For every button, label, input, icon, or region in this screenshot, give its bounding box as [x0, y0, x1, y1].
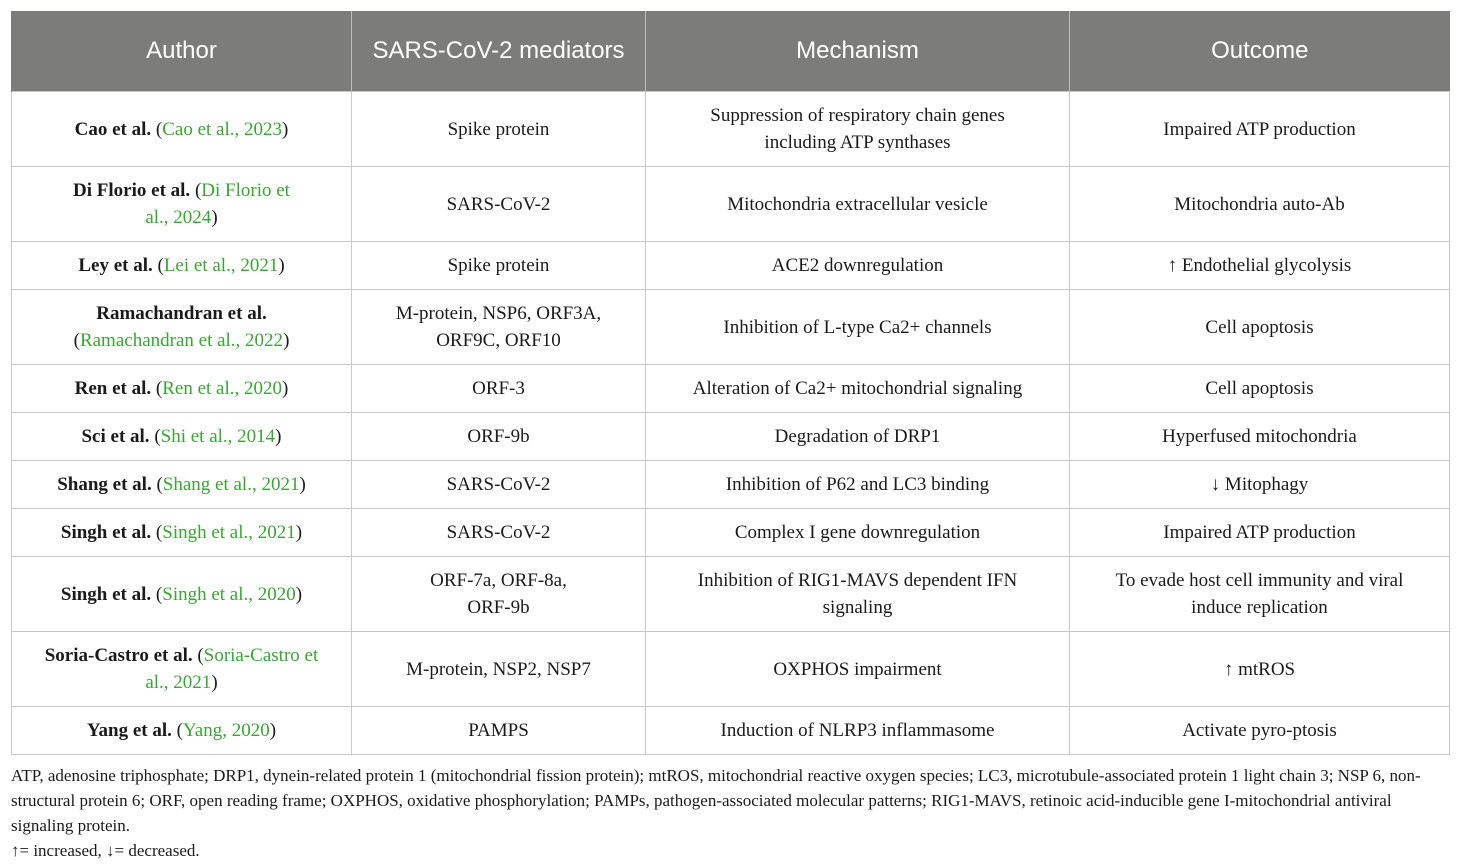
mechanism-cell: Degradation of DRP1 [646, 413, 1070, 461]
mechanism-cell: ACE2 downregulation [646, 242, 1070, 290]
table-container [11, 11, 1449, 755]
table-row [12, 509, 1450, 557]
mechanism-cell: Alteration of Ca2+ mitochondrial signaling [646, 365, 1070, 413]
mediators-cell: M-protein, NSP6, ORF3A, ORF9C, ORF10 [352, 290, 646, 365]
reference-link[interactable]: Ren et al., 2020 [162, 378, 283, 399]
author-cell: Ramachandran et al. (Ramachandran et al., 2022) [12, 290, 352, 365]
mediators-cell: Spike protein [352, 92, 646, 167]
mechanism-cell: Inhibition of P62 and LC3 binding [646, 461, 1070, 509]
outcome-cell: ↑ Endothelial glycolysis [1070, 242, 1450, 290]
mitochondria-mechanisms-table [11, 11, 1450, 755]
outcome-cell: ↓ Mitophagy [1070, 461, 1450, 509]
author-cell: Shang et al. (Shang et al., 2021) [12, 461, 352, 509]
author-cell: Ley et al. (Lei et al., 2021) [12, 242, 352, 290]
table-row [12, 707, 1450, 755]
table-row [12, 557, 1450, 632]
reference-link[interactable]: Yang, 2020 [182, 720, 270, 741]
reference-link[interactable]: Lei et al., 2021 [163, 255, 279, 276]
table-row [12, 632, 1450, 707]
author-cell: Singh et al. (Singh et al., 2020) [12, 557, 352, 632]
mechanism-cell: Inhibition of RIG1-MAVS dependent IFN signaling [646, 557, 1070, 632]
mediators-cell: M-protein, NSP2, NSP7 [352, 632, 646, 707]
author-cell: Cao et al. (Cao et al., 2023) [12, 92, 352, 167]
author-cell: Di Florio et al. (Di Florio et al., 2024) [12, 167, 352, 242]
outcome-cell: Impaired ATP production [1070, 509, 1450, 557]
outcome-cell: Impaired ATP production [1070, 92, 1450, 167]
mediators-cell: ORF-7a, ORF-8a, ORF-9b [352, 557, 646, 632]
reference-link[interactable]: Shang et al., 2021 [162, 474, 300, 495]
outcome-cell: To evade host cell immunity and viral induce replication [1070, 557, 1450, 632]
reference-link[interactable]: Singh et al., 2021 [162, 522, 296, 543]
author-cell: Yang et al. (Yang, 2020) [12, 707, 352, 755]
mediators-cell: SARS-CoV-2 [352, 461, 646, 509]
reference-link[interactable]: Soria-Castro et al., 2021 [145, 645, 319, 693]
mediators-cell: SARS-CoV-2 [352, 167, 646, 242]
mediators-cell: ORF-3 [352, 365, 646, 413]
author-cell: Singh et al. (Singh et al., 2021) [12, 509, 352, 557]
mechanism-cell: Mitochondria extracellular vesicle [646, 167, 1070, 242]
table-row [12, 242, 1450, 290]
outcome-cell: ↑ mtROS [1070, 632, 1450, 707]
header-outcome: Outcome [1070, 11, 1450, 92]
table-row [12, 365, 1450, 413]
table-row [12, 92, 1450, 167]
table-row [12, 461, 1450, 509]
mediators-cell: SARS-CoV-2 [352, 509, 646, 557]
mediators-cell: PAMPS [352, 707, 646, 755]
table-header-row [12, 11, 1450, 92]
abbreviations-note: ATP, adenosine triphosphate; DRP1, dynein-related protein 1 (mitochondrial fission protein); mtROS, mitochondrial reactive oxygen species; LC3, microtubule-associated protein 1 light chain 3; NSP 6, non-structural protein 6; ORF, open reading frame; OXPHOS, oxidative phosphorylation; PAMPs, pathogen-associated molecular patterns; RIG1-MAVS, retinoic acid-inducible gene I-mitochondrial antiviral signaling protein. [11, 766, 1421, 835]
reference-link[interactable]: Di Florio et al., 2024 [145, 180, 290, 228]
mechanism-cell: Complex I gene downregulation [646, 509, 1070, 557]
reference-link[interactable]: Cao et al., 2023 [162, 118, 283, 140]
mediators-cell: Spike protein [352, 242, 646, 290]
table-row [12, 413, 1450, 461]
table-footnote [11, 763, 1451, 863]
header-mediators: SARS-CoV-2 mediators [352, 11, 646, 92]
reference-link[interactable]: Shi et al., 2014 [160, 426, 276, 447]
outcome-cell: Cell apoptosis [1070, 290, 1450, 365]
outcome-cell: Hyperfused mitochondria [1070, 413, 1450, 461]
author-cell: Sci et al. (Shi et al., 2014) [12, 413, 352, 461]
reference-link[interactable]: Singh et al., 2020 [162, 583, 296, 605]
table-row [12, 167, 1450, 242]
mediators-cell: ORF-9b [352, 413, 646, 461]
author-cell: Ren et al. (Ren et al., 2020) [12, 365, 352, 413]
reference-link[interactable]: Ramachandran et al., 2022 [79, 330, 284, 351]
mechanism-cell: Induction of NLRP3 inflammasome [646, 707, 1070, 755]
mechanism-cell: OXPHOS impairment [646, 632, 1070, 707]
outcome-cell: Mitochondria auto-Ab [1070, 167, 1450, 242]
outcome-cell: Cell apoptosis [1070, 365, 1450, 413]
mechanism-cell: Suppression of respiratory chain genes including ATP synthases [646, 92, 1070, 167]
mechanism-cell: Inhibition of L-type Ca2+ channels [646, 290, 1070, 365]
symbols-note: ↑= increased, ↓= decreased. [11, 841, 200, 860]
author-cell: Soria-Castro et al. (Soria-Castro et al., 2021) [12, 632, 352, 707]
header-author: Author [12, 11, 352, 92]
outcome-cell: Activate pyro-ptosis [1070, 707, 1450, 755]
header-mechanism: Mechanism [646, 11, 1070, 92]
table-row [12, 290, 1450, 365]
